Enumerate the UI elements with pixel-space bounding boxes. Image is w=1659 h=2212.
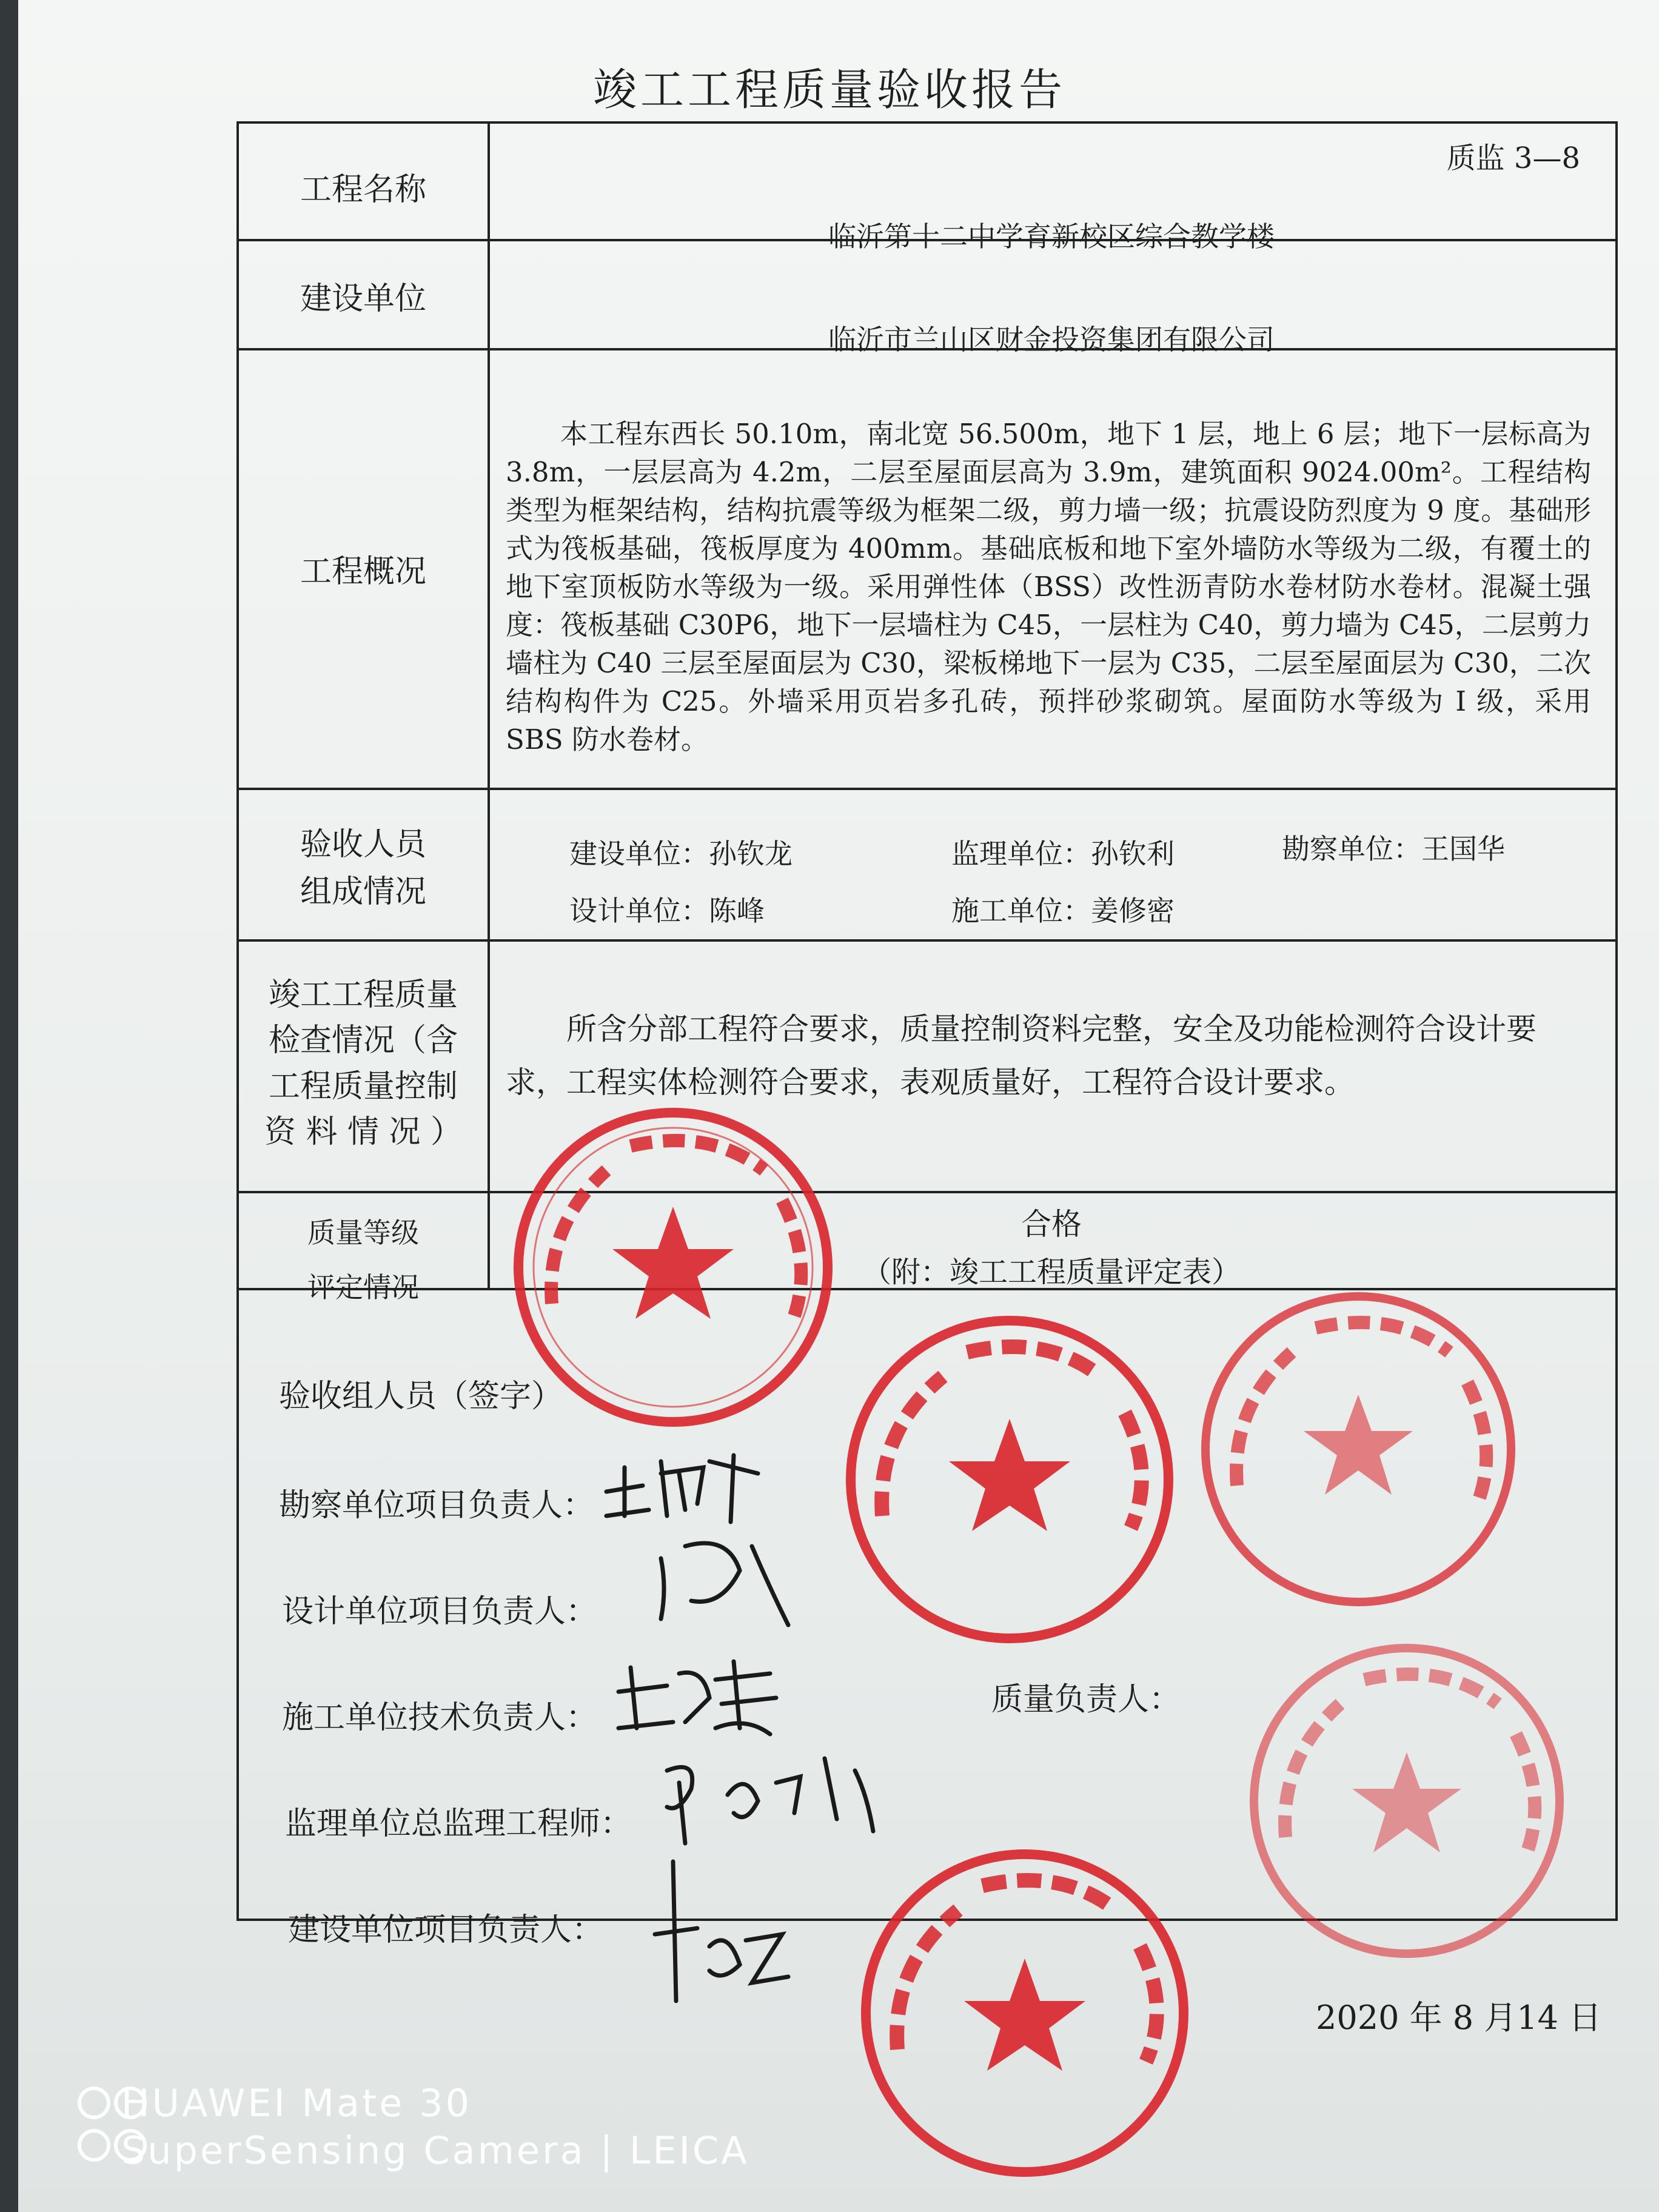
supervisor-signature xyxy=(655,1746,885,1849)
project-name-label: 工程名称 xyxy=(300,172,426,208)
check-text: 所含分部工程符合要求，质量控制资料完整，安全及功能检测符合设计要求，工程实体检测符合要求，表观质量好，工程符合设计要求。 xyxy=(506,1011,1537,1100)
form-code: 质监 3—8 xyxy=(1446,141,1580,175)
check-label-line: 工程质量控制 xyxy=(268,1068,458,1105)
members-label xyxy=(239,821,488,916)
chief-supervisor-label: 监理单位总监理工程师： xyxy=(285,1806,632,1842)
builder-lead-label: 建设单位项目负责人： xyxy=(288,1912,604,1948)
grade-result: 合格 xyxy=(1021,1207,1082,1242)
overview-text: 本工程东西长 50.10m，南北宽 56.500m，地下 1 层，地上 6 层；地下一层标高为 3.8m，一层层高为 4.2m，二层至屋面层高为 3.9m，建筑面积 9024.00m²。工程结构类型为框架结构，结构抗震等级为框架二级，剪力墙一级；抗震设防烈度为 9 度。基础形式为筏板基础，筏板厚度为 400mm。基础底板和地下室外墙防水等级为二级，有覆土的地下室顶板防水等级为一级。采用弹性体（BSS）改性沥青防水卷材防水卷材。混凝土强度：筏板基础 C30P6，地下一层墙柱为 C45，一层柱为 C40，剪力墙为 C45，二层剪力墙柱为 C40 三层至屋面层为 C30，梁板梯地下一层为 C35，二层至屋面层为 C30，二次结构构件为 C25。外墙采用页岩多孔砖，预拌砂浆砌筑。屋面防水等级为 I 级，采用 SBS 防水卷材。 xyxy=(506,418,1591,756)
check-label-line: 资 料 情 况 ） xyxy=(264,1114,463,1151)
survey-lead-label: 勘察单位项目负责人： xyxy=(279,1487,595,1524)
check-label-line: 竣工工程质量 xyxy=(268,977,458,1013)
member-supervisor: 监理单位：孙钦利 xyxy=(951,837,1175,870)
row-divider xyxy=(239,788,1615,790)
construction-tech-label: 施工单位技术负责人： xyxy=(282,1700,598,1736)
overview-label: 工程概况 xyxy=(300,554,426,590)
report-date: 2020 年 8 月14 日 xyxy=(1316,1999,1602,2037)
builder-label: 建设单位 xyxy=(300,281,426,317)
row-divider xyxy=(239,1191,1615,1193)
shunxin-construction-seal xyxy=(840,1310,1179,1649)
survey-signature xyxy=(600,1449,782,1528)
guangyuan-geotech-seal xyxy=(1243,1637,1570,1965)
document-title: 竣工工程质量验收报告 xyxy=(592,64,1066,115)
row-divider xyxy=(239,939,1615,942)
check-label xyxy=(239,973,488,1156)
design-signature xyxy=(649,1534,800,1637)
project-name-value: 临沂第十二中学育新校区综合教学楼 xyxy=(828,220,1275,253)
grade-label-line: 评定情况 xyxy=(307,1270,419,1304)
members-label-line: 组成情况 xyxy=(300,874,426,910)
construction-signature xyxy=(612,1655,782,1740)
builder-value: 临沂市兰山区财金投资集团有限公司 xyxy=(828,323,1275,356)
builder-group-seal xyxy=(855,1843,1195,2183)
member-survey: 勘察单位：王国华 xyxy=(1282,833,1505,865)
design-institute-seal xyxy=(509,1104,837,1431)
grade-label xyxy=(239,1206,488,1315)
signature-group-label: 验收组人员（签字） xyxy=(279,1378,563,1415)
camera-model-watermark: HUAWEI Mate 30 xyxy=(121,2081,472,2125)
builder-signature xyxy=(649,1849,794,2007)
grade-note: （附：竣工工程质量评定表） xyxy=(862,1255,1241,1289)
member-builder: 建设单位：孙钦龙 xyxy=(569,837,793,870)
check-label-line: 检查情况（含 xyxy=(268,1022,458,1059)
quality-lead-label: 质量负责人： xyxy=(991,1681,1181,1718)
design-lead-label: 设计单位项目负责人： xyxy=(282,1594,598,1630)
camera-brand-watermark: SuperSensing Camera | LEICA xyxy=(121,2128,749,2173)
column-divider xyxy=(488,124,490,1288)
zhengzhi-management-seal xyxy=(1195,1285,1522,1613)
grade-label-line: 质量等级 xyxy=(307,1216,419,1249)
members-label-line: 验收人员 xyxy=(300,826,426,863)
member-construction: 施工单位：姜修密 xyxy=(951,894,1175,927)
member-design: 设计单位：陈峰 xyxy=(569,894,765,927)
